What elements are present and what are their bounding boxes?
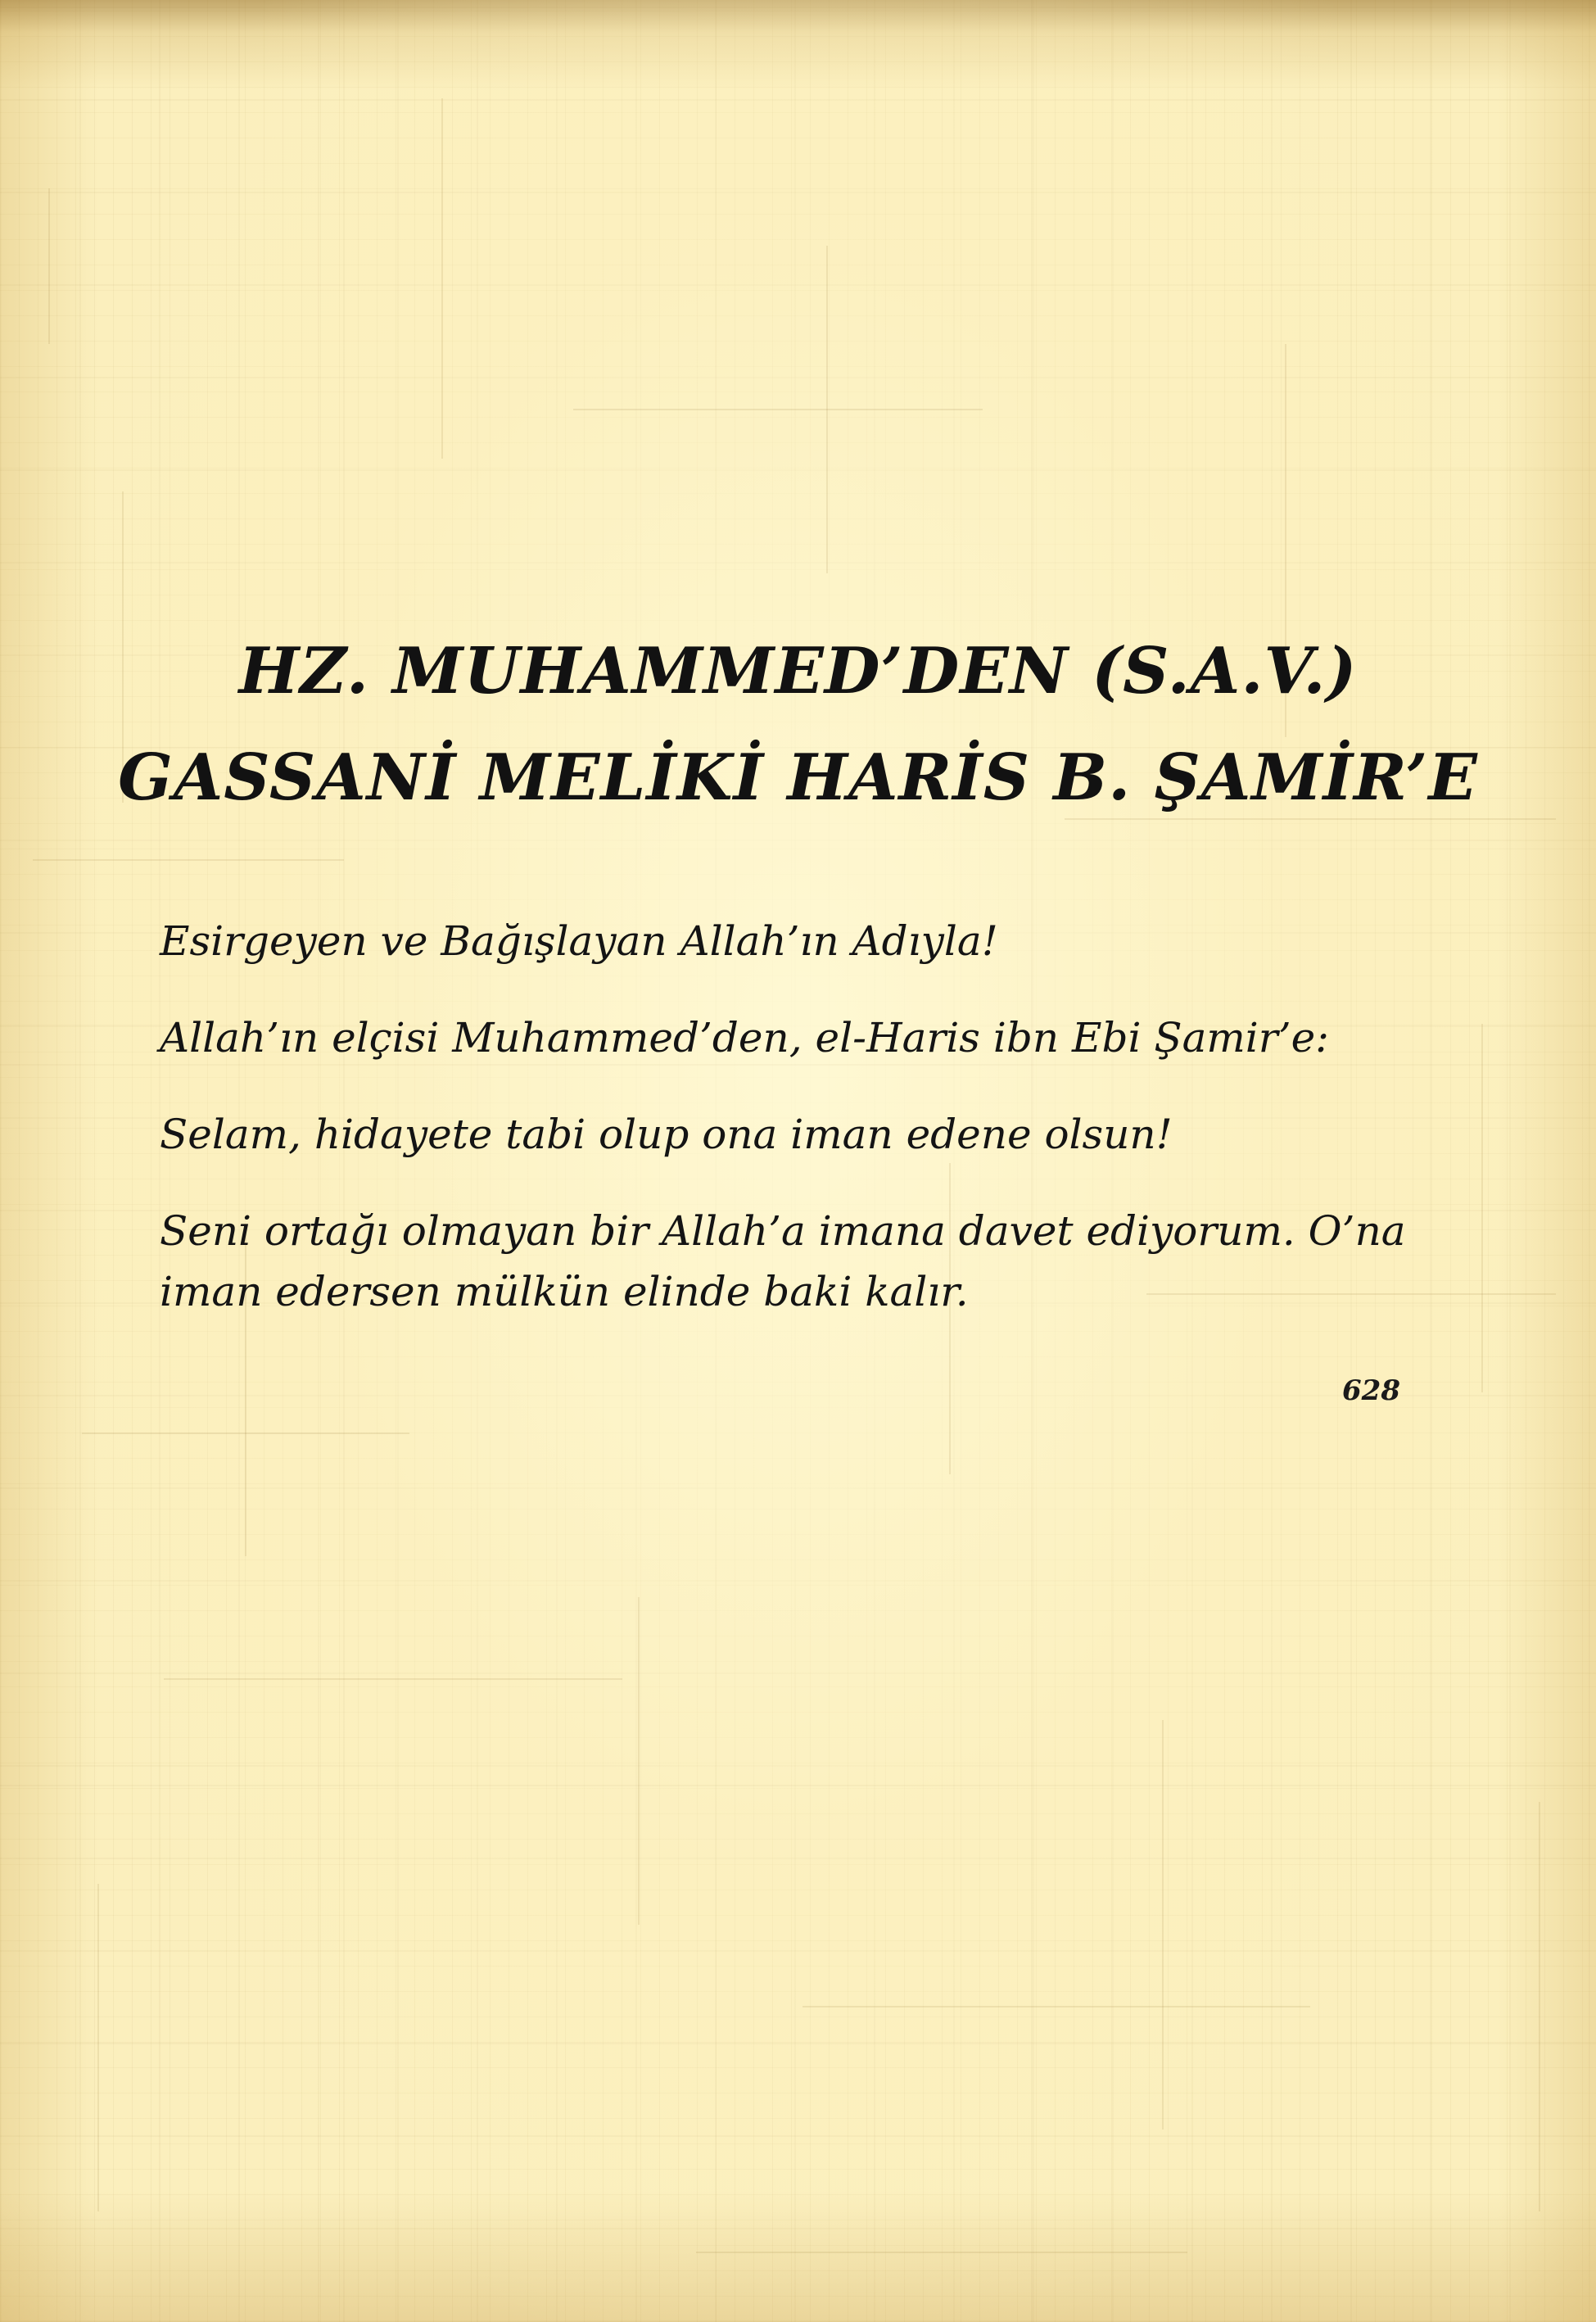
paragraph-greeting: Selam, hidayete tabi olup ona iman edene olsun! bbox=[160, 1111, 1173, 1158]
paragraph-basmala: Esirgeyen ve Bağışlayan Allah’ın Adıyla! bbox=[160, 917, 998, 965]
paragraph-sender: Allah’ın elçisi Muhammed’den, el-Haris ibn Ebi Şamir’e: bbox=[160, 1014, 1330, 1061]
title-line-1: HZ. MUHAMMED’DEN (S.A.V.) bbox=[238, 634, 1358, 708]
letter-body bbox=[160, 911, 1437, 1358]
paragraph-invitation: Seni ortağı olmayan bir Allah’a imana davet ediyorum. O’na iman edersen mülkün elinde baki kalır. bbox=[160, 1207, 1406, 1315]
title-line-2: GASSANİ MELİKİ HARİS B. ŞAMİR’E bbox=[118, 740, 1478, 815]
page-number: 628 bbox=[1342, 1374, 1400, 1407]
letter-title bbox=[0, 618, 1596, 831]
